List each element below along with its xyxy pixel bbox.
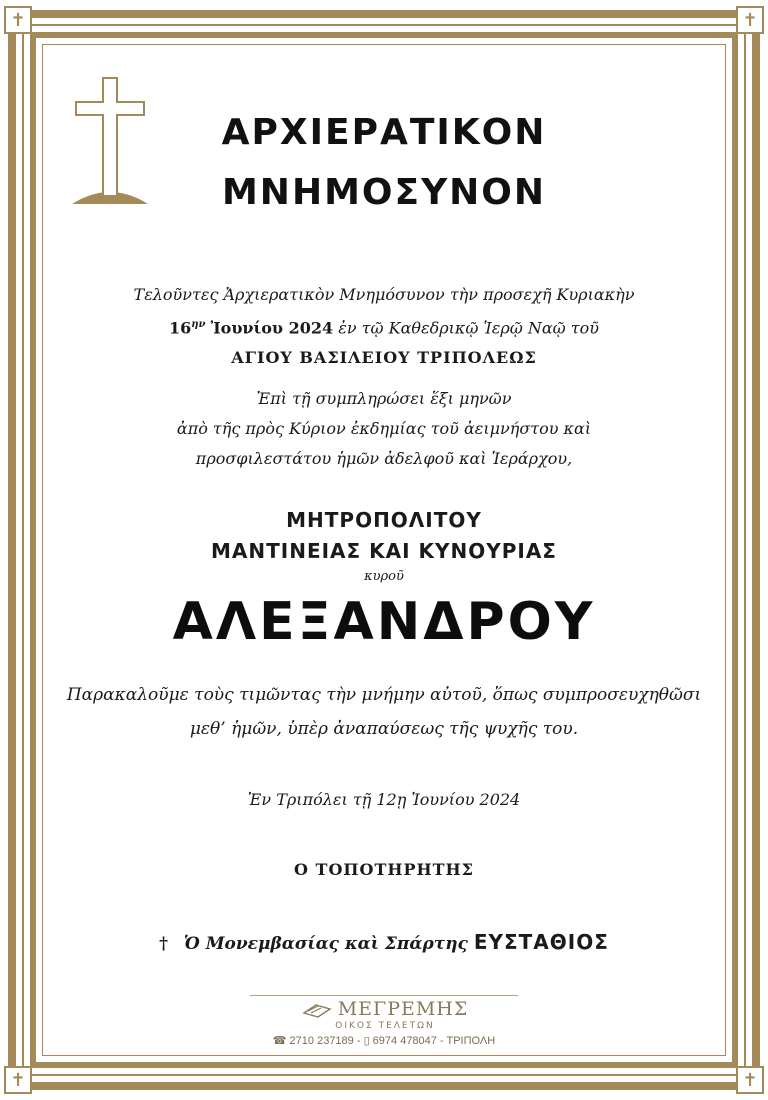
book-logo-icon [302,999,332,1019]
corner-cross-icon: ✝ [736,6,764,34]
company-tagline: ΟΙΚΟΣ ΤΕΛΕΤΩΝ [335,1021,435,1031]
signatory-name: ΕΥΣΤΑΘΙΟΣ [473,930,609,954]
deceased-title-2: ΜΑΝΤΙΝΕΙΑΣ ΚΑΙ ΚΥΝΟΥΡΙΑΣ [211,539,557,563]
company-name: ΜΕΓΡΕΜΗΣ [337,998,469,1020]
occasion-paragraph [50,384,718,474]
title-line-1: ΑΡΧΙΕΡΑΤΙΚΟΝ [221,112,547,153]
invitation-line-1: Παρακαλοῦμε τοὺς τιμῶντας τὴν μνήμην αὐτοῦ, ὅπως συμπροσευχηθῶσι [66,685,702,705]
deceased-name: ΑΛΕΞΑΝΔΡΟΥ [172,592,596,652]
deceased-honorific: κυροῦ [364,569,404,584]
company-contact: ☎ 2710 237189 - ▯ 6974 478047 - ΤΡΙΠΟΛΗ [272,1035,496,1047]
corner-cross-icon: ✝ [4,1066,32,1094]
intro-church: ΑΓΙΟΥ ΒΑΣΙΛΕΙΟΥ ΤΡΙΠΟΛΕΩΣ [231,348,537,368]
footer-divider [250,995,518,996]
signatory-line [50,930,718,954]
signatory-role: Ο ΤΟΠΟΤΗΡΗΤΗΣ [294,860,474,879]
intro-line-2-rest: ἐν τῷ Καθεδρικῷ Ἱερῷ Ναῷ τοῦ [338,318,599,338]
intro-paragraph [50,280,718,373]
occasion-line-3: προσφιλεστάτου ἡμῶν ἀδελφοῦ καὶ Ἱεράρχου, [195,449,573,468]
intro-day: 16 [169,318,192,338]
occasion-line-1: Ἐπὶ τῇ συμπληρώσει ἕξι μηνῶν [256,389,512,408]
dateline: Ἐν Τριπόλει τῇ 12ῃ Ἰουνίου 2024 [247,790,521,809]
signatory-prefix: Ὁ Μονεμβασίας καὶ Σπάρτης [183,934,468,954]
deceased-title-1: ΜΗΤΡΟΠΟΛΙΤΟΥ [286,508,482,532]
funeral-home-logo [260,998,510,1020]
title-line-2: ΜΝΗΜΟΣΥΝΟΝ [221,172,547,213]
intro-line-1: Τελοῦντες Ἀρχιερατικὸν Μνημόσυνον τὴν προσεχῆ Κυριακὴν [133,285,635,304]
invitation-paragraph [50,678,718,746]
intro-line-2 [50,310,718,343]
corner-cross-icon: ✝ [4,6,32,34]
invitation-line-2: μεθ’ ἡμῶν, ὑπὲρ ἀναπαύσεως τῆς ψυχῆς του. [189,719,579,739]
intro-month-year: Ἰουνίου 2024 [210,318,334,338]
intro-day-suffix: ην [191,319,206,330]
occasion-line-2: ἀπὸ τῆς πρὸς Κύριον ἐκδημίας τοῦ ἀειμνήστου καὶ [176,419,592,438]
signature-cross-icon: † [159,934,168,954]
corner-cross-icon: ✝ [736,1066,764,1094]
